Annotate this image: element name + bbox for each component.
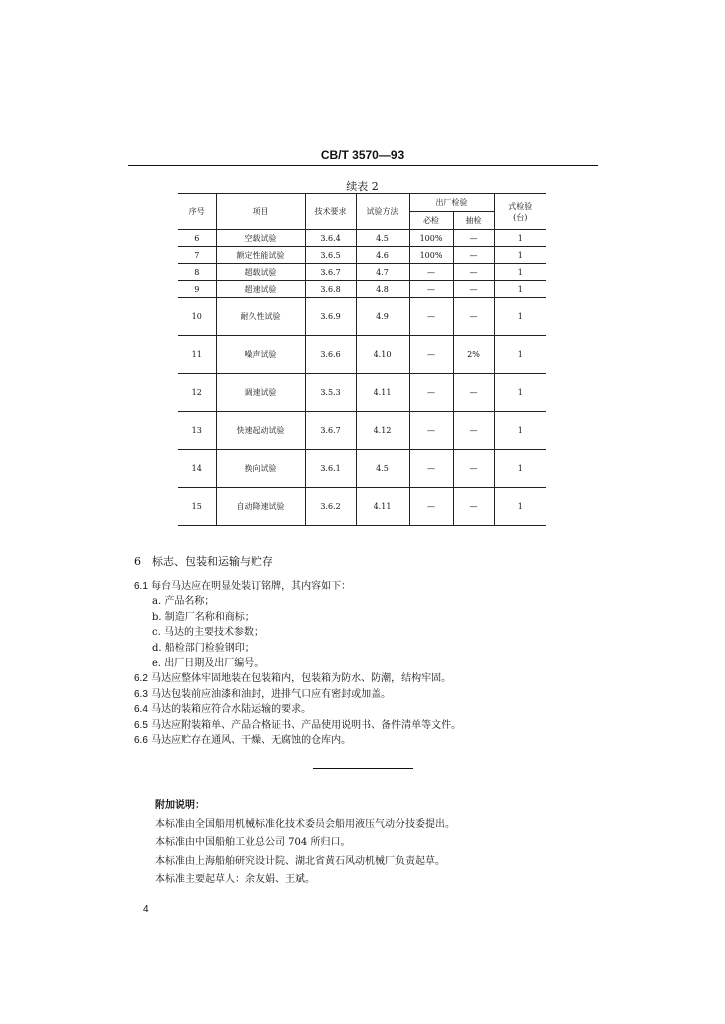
row-sample: — bbox=[453, 488, 494, 526]
end-rule bbox=[313, 768, 413, 769]
row-seq: 9 bbox=[178, 281, 216, 298]
row-type-test: 1 bbox=[494, 488, 546, 526]
header-method: 试验方法 bbox=[356, 194, 409, 230]
row-type-test: 1 bbox=[494, 412, 546, 450]
row-must: — bbox=[409, 450, 453, 488]
row-must: — bbox=[409, 412, 453, 450]
clause-text: 马达包装前应油漆和油封，进排气口应有密封或加盖。 bbox=[151, 688, 392, 700]
section-6-clauses bbox=[134, 579, 554, 748]
clause-6-1 bbox=[134, 579, 554, 594]
clause-text: 马达应整体牢固地装在包装箱内，包装箱为防水、防潮，结构牢固。 bbox=[151, 673, 452, 685]
table-row bbox=[178, 264, 546, 281]
appendix bbox=[155, 797, 555, 890]
row-must: 100% bbox=[409, 247, 453, 264]
row-method: 4.5 bbox=[356, 230, 409, 247]
clause-number: 6.6 bbox=[134, 735, 148, 747]
row-item: 调速试验 bbox=[216, 374, 305, 412]
row-sample: — bbox=[453, 230, 494, 247]
row-requirement: 3.6.7 bbox=[305, 412, 356, 450]
row-requirement: 3.5.3 bbox=[305, 374, 356, 412]
row-type-test: 1 bbox=[494, 336, 546, 374]
row-type-test: 1 bbox=[494, 374, 546, 412]
row-sample: — bbox=[453, 264, 494, 281]
row-method: 4.9 bbox=[356, 298, 409, 336]
row-item: 快速起动试验 bbox=[216, 412, 305, 450]
nameplate-item: a. 产品名称； bbox=[152, 596, 215, 608]
appendix-title: 附加说明： bbox=[155, 800, 205, 811]
table-body bbox=[178, 230, 546, 526]
row-type-test: 1 bbox=[494, 230, 546, 247]
row-seq: 10 bbox=[178, 298, 216, 336]
row-seq: 11 bbox=[178, 336, 216, 374]
table-row bbox=[178, 230, 546, 247]
header-seq: 序号 bbox=[178, 194, 216, 230]
row-item: 噪声试验 bbox=[216, 336, 305, 374]
row-requirement: 3.6.5 bbox=[305, 247, 356, 264]
row-must: — bbox=[409, 281, 453, 298]
row-seq: 7 bbox=[178, 247, 216, 264]
nameplate-item: d. 船检部门检验钢印； bbox=[152, 642, 255, 654]
row-item: 额定性能试验 bbox=[216, 247, 305, 264]
row-must: — bbox=[409, 264, 453, 281]
row-type-test: 1 bbox=[494, 264, 546, 281]
page-number: 4 bbox=[143, 904, 149, 915]
row-method: 4.6 bbox=[356, 247, 409, 264]
row-method: 4.11 bbox=[356, 488, 409, 526]
clause-text: 马达应附装箱单、产品合格证书、产品使用说明书、备件清单等文件。 bbox=[151, 719, 462, 731]
row-item: 自动降速试验 bbox=[216, 488, 305, 526]
table-row bbox=[178, 488, 546, 526]
appendix-line: 本标准由上海船舶研究设计院、湖北省黄石风动机械厂负责起草。 bbox=[155, 855, 445, 867]
clause-text: 马达的装箱应符合水陆运输的要求。 bbox=[151, 704, 312, 716]
nameplate-item: e. 出厂日期及出厂编号。 bbox=[152, 658, 265, 670]
table-row bbox=[178, 281, 546, 298]
row-must: — bbox=[409, 336, 453, 374]
clause-number: 6.4 bbox=[134, 704, 148, 716]
row-requirement: 3.6.1 bbox=[305, 450, 356, 488]
row-sample: — bbox=[453, 374, 494, 412]
table-row bbox=[178, 374, 546, 412]
table-row bbox=[178, 298, 546, 336]
row-seq: 15 bbox=[178, 488, 216, 526]
table-row bbox=[178, 336, 546, 374]
header-factory-inspection: 出厂检验 bbox=[409, 194, 494, 212]
row-method: 4.8 bbox=[356, 281, 409, 298]
appendix-line: 本标准由全国船用机械标准化技术委员会船用液压气动分技委提出。 bbox=[155, 818, 455, 830]
row-method: 4.11 bbox=[356, 374, 409, 412]
row-sample: — bbox=[453, 412, 494, 450]
clause-text: 每台马达应在明显处装订铭牌，其内容如下： bbox=[151, 581, 352, 592]
row-seq: 8 bbox=[178, 264, 216, 281]
row-item: 换向试验 bbox=[216, 450, 305, 488]
header-rule bbox=[128, 165, 598, 166]
row-sample: — bbox=[453, 298, 494, 336]
row-must: — bbox=[409, 374, 453, 412]
row-method: 4.5 bbox=[356, 450, 409, 488]
row-must: 100% bbox=[409, 230, 453, 247]
row-type-test: 1 bbox=[494, 450, 546, 488]
table-row bbox=[178, 412, 546, 450]
header-must: 必检 bbox=[409, 212, 453, 230]
clause-6-2 bbox=[134, 671, 554, 686]
appendix-line: 本标准由中国船舶工业总公司 704 所归口。 bbox=[155, 837, 351, 848]
row-requirement: 3.6.9 bbox=[305, 298, 356, 336]
row-method: 4.10 bbox=[356, 336, 409, 374]
row-must: — bbox=[409, 488, 453, 526]
row-seq: 12 bbox=[178, 374, 216, 412]
section-6-title: 6 标志、包装和运输与贮存 bbox=[134, 555, 273, 568]
nameplate-item: b. 制造厂名称和商标； bbox=[152, 611, 255, 623]
row-seq: 14 bbox=[178, 450, 216, 488]
row-requirement: 3.6.8 bbox=[305, 281, 356, 298]
table-row bbox=[178, 450, 546, 488]
clause-text: 马达应贮存在通风、干燥、无腐蚀的仓库内。 bbox=[151, 735, 352, 747]
clause-6-5 bbox=[134, 718, 554, 733]
row-item: 耐久性试验 bbox=[216, 298, 305, 336]
table-row bbox=[178, 247, 546, 264]
header-sample: 抽检 bbox=[453, 212, 494, 230]
row-seq: 13 bbox=[178, 412, 216, 450]
header-item: 项目 bbox=[216, 194, 305, 230]
row-item: 空载试验 bbox=[216, 230, 305, 247]
clause-number: 6.5 bbox=[134, 719, 148, 731]
row-type-test: 1 bbox=[494, 281, 546, 298]
appendix-line: 本标准主要起草人：余友娟、王斌。 bbox=[155, 874, 315, 885]
header-type-test-unit: (台) bbox=[513, 212, 528, 222]
row-requirement: 3.6.4 bbox=[305, 230, 356, 247]
clause-number: 6.2 bbox=[134, 673, 148, 685]
row-sample: — bbox=[453, 247, 494, 264]
row-item: 超速试验 bbox=[216, 281, 305, 298]
row-seq: 6 bbox=[178, 230, 216, 247]
row-requirement: 3.6.2 bbox=[305, 488, 356, 526]
header-type-test-label: 式检验 bbox=[508, 201, 533, 211]
header-requirement: 技术要求 bbox=[305, 194, 356, 230]
row-type-test: 1 bbox=[494, 298, 546, 336]
row-requirement: 3.6.7 bbox=[305, 264, 356, 281]
clause-number: 6.3 bbox=[134, 688, 148, 700]
header-type-test bbox=[494, 194, 546, 230]
document-code: CB/T 3570—93 bbox=[320, 148, 405, 162]
clause-6-4 bbox=[134, 702, 554, 717]
clause-number: 6.1 bbox=[134, 581, 148, 592]
table-caption: 续表 2 bbox=[346, 180, 379, 193]
row-sample: — bbox=[453, 450, 494, 488]
row-method: 4.7 bbox=[356, 264, 409, 281]
row-must: — bbox=[409, 298, 453, 336]
test-table bbox=[178, 193, 546, 526]
row-sample: 2% bbox=[453, 336, 494, 374]
clause-6-3 bbox=[134, 687, 554, 702]
row-type-test: 1 bbox=[494, 247, 546, 264]
nameplate-item: c. 马达的主要技术参数； bbox=[152, 627, 264, 639]
row-item: 超载试验 bbox=[216, 264, 305, 281]
row-sample: — bbox=[453, 281, 494, 298]
row-method: 4.12 bbox=[356, 412, 409, 450]
row-requirement: 3.6.6 bbox=[305, 336, 356, 374]
clause-6-6 bbox=[134, 733, 554, 748]
